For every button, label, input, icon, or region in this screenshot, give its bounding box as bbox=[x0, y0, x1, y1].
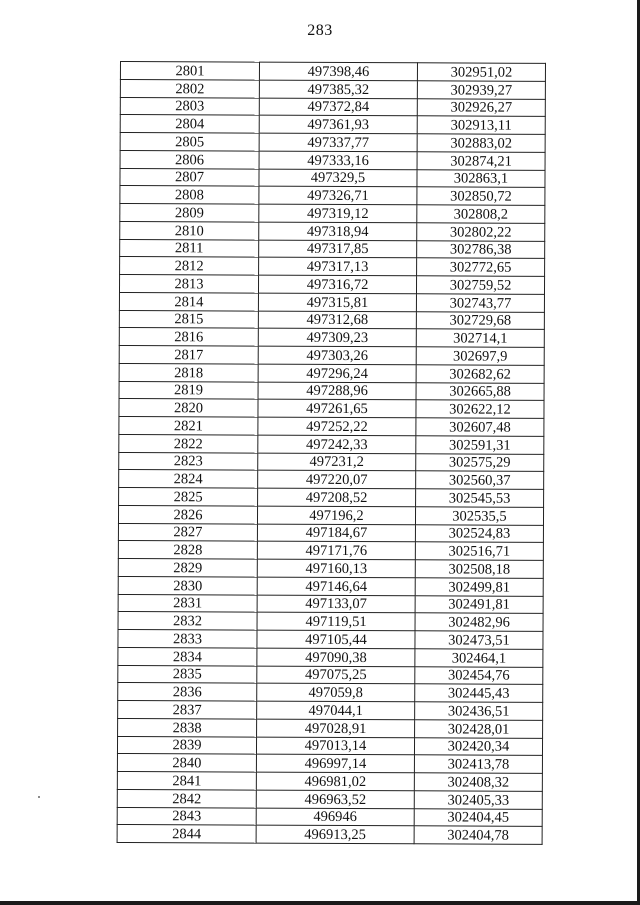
y-coordinate-cell: 302445,43 bbox=[415, 684, 543, 702]
x-coordinate-cell: 497044,1 bbox=[257, 701, 415, 719]
y-coordinate-cell: 302464,1 bbox=[415, 649, 543, 667]
x-coordinate-cell: 497059,8 bbox=[257, 683, 415, 701]
y-coordinate-cell: 302951,02 bbox=[417, 63, 545, 81]
table-row bbox=[117, 754, 542, 774]
point-number-cell: 2818 bbox=[119, 363, 258, 381]
y-coordinate-cell: 302482,96 bbox=[415, 613, 543, 631]
table-row bbox=[119, 328, 544, 348]
point-number-cell: 2844 bbox=[117, 825, 256, 843]
point-number-cell: 2807 bbox=[120, 168, 259, 186]
y-coordinate-cell: 302714,1 bbox=[416, 329, 544, 347]
table-row bbox=[119, 292, 544, 312]
x-coordinate-cell: 496997,14 bbox=[256, 754, 414, 772]
x-coordinate-cell: 497326,71 bbox=[259, 186, 417, 204]
point-number-cell: 2822 bbox=[119, 434, 258, 452]
point-number-cell: 2821 bbox=[119, 416, 258, 434]
y-coordinate-cell: 302622,12 bbox=[416, 400, 544, 418]
point-number-cell: 2811 bbox=[120, 239, 259, 257]
table-row bbox=[118, 683, 543, 703]
x-coordinate-cell: 497318,94 bbox=[259, 222, 417, 240]
point-number-cell: 2825 bbox=[119, 487, 258, 505]
table-row bbox=[119, 345, 544, 365]
x-coordinate-cell: 497361,93 bbox=[259, 115, 417, 133]
table-row bbox=[119, 416, 544, 436]
table-row bbox=[118, 594, 543, 614]
x-coordinate-cell: 497119,51 bbox=[257, 612, 415, 630]
table-row bbox=[119, 399, 544, 419]
y-coordinate-cell: 302802,22 bbox=[417, 223, 545, 241]
y-coordinate-cell: 302473,51 bbox=[415, 631, 543, 649]
table-row bbox=[118, 541, 543, 561]
y-coordinate-cell: 302913,11 bbox=[417, 116, 545, 134]
point-number-cell: 2824 bbox=[119, 470, 258, 488]
y-coordinate-cell: 302535,5 bbox=[415, 507, 543, 525]
y-coordinate-cell: 302408,32 bbox=[414, 773, 542, 791]
point-number-cell: 2829 bbox=[118, 558, 257, 576]
x-coordinate-cell: 496963,52 bbox=[256, 790, 414, 808]
x-coordinate-cell: 497146,64 bbox=[257, 577, 415, 595]
table-row bbox=[118, 576, 543, 596]
scan-speck bbox=[38, 796, 40, 798]
x-coordinate-cell: 496913,25 bbox=[256, 825, 414, 843]
x-coordinate-cell: 497303,26 bbox=[258, 346, 416, 364]
y-coordinate-cell: 302404,45 bbox=[414, 808, 542, 826]
table-row bbox=[120, 257, 545, 277]
x-coordinate-cell: 497105,44 bbox=[257, 630, 415, 648]
x-coordinate-cell: 497133,07 bbox=[257, 595, 415, 613]
x-coordinate-cell: 497317,85 bbox=[259, 240, 417, 258]
table-row bbox=[118, 612, 543, 632]
x-coordinate-cell: 497028,91 bbox=[257, 719, 415, 737]
table-row bbox=[119, 363, 544, 383]
x-coordinate-cell: 497220,07 bbox=[258, 470, 416, 488]
y-coordinate-cell: 302560,37 bbox=[416, 471, 544, 489]
y-coordinate-cell: 302420,34 bbox=[414, 737, 542, 755]
x-coordinate-cell: 497261,65 bbox=[258, 399, 416, 417]
y-coordinate-cell: 302697,9 bbox=[416, 347, 544, 365]
x-coordinate-cell: 497075,25 bbox=[257, 666, 415, 684]
point-number-cell: 2802 bbox=[120, 79, 259, 97]
y-coordinate-cell: 302405,33 bbox=[414, 791, 542, 809]
y-coordinate-cell: 302436,51 bbox=[415, 702, 543, 720]
point-number-cell: 2833 bbox=[118, 629, 257, 647]
y-coordinate-cell: 302665,88 bbox=[416, 382, 544, 400]
point-number-cell: 2813 bbox=[119, 275, 258, 293]
y-coordinate-cell: 302926,27 bbox=[417, 98, 545, 116]
point-number-cell: 2842 bbox=[117, 789, 256, 807]
table-row bbox=[120, 150, 545, 170]
x-coordinate-cell: 497184,67 bbox=[257, 524, 415, 542]
point-number-cell: 2823 bbox=[119, 452, 258, 470]
y-coordinate-cell: 302682,62 bbox=[416, 365, 544, 383]
table-row bbox=[117, 825, 542, 845]
x-coordinate-cell: 497398,46 bbox=[259, 62, 417, 80]
table-row bbox=[120, 133, 545, 153]
point-number-cell: 2826 bbox=[118, 505, 257, 523]
x-coordinate-cell: 497013,14 bbox=[256, 737, 414, 755]
x-coordinate-cell: 497312,68 bbox=[258, 311, 416, 329]
x-coordinate-cell: 497316,72 bbox=[258, 275, 416, 293]
y-coordinate-cell: 302516,71 bbox=[415, 542, 543, 560]
point-number-cell: 2830 bbox=[118, 576, 257, 594]
y-coordinate-cell: 302491,81 bbox=[415, 595, 543, 613]
table-row bbox=[118, 629, 543, 649]
y-coordinate-cell: 302939,27 bbox=[417, 81, 545, 99]
table-row bbox=[117, 771, 542, 791]
y-coordinate-cell: 302883,02 bbox=[417, 134, 545, 152]
x-coordinate-cell: 497196,2 bbox=[257, 506, 415, 524]
table-row bbox=[120, 204, 545, 224]
y-coordinate-cell: 302863,1 bbox=[417, 169, 545, 187]
coordinates-table-body bbox=[117, 62, 545, 845]
table-row bbox=[118, 665, 543, 685]
point-number-cell: 2839 bbox=[117, 736, 256, 754]
point-number-cell: 2834 bbox=[118, 647, 257, 665]
x-coordinate-cell: 497317,13 bbox=[259, 257, 417, 275]
point-number-cell: 2810 bbox=[120, 221, 259, 239]
point-number-cell: 2838 bbox=[118, 718, 257, 736]
point-number-cell: 2808 bbox=[120, 186, 259, 204]
point-number-cell: 2809 bbox=[120, 204, 259, 222]
table-row bbox=[119, 470, 544, 490]
table-row bbox=[119, 310, 544, 330]
point-number-cell: 2831 bbox=[118, 594, 257, 612]
y-coordinate-cell: 302786,38 bbox=[417, 240, 545, 258]
table-row bbox=[120, 115, 545, 135]
table-row bbox=[120, 186, 545, 206]
x-coordinate-cell: 497315,81 bbox=[258, 293, 416, 311]
table-row bbox=[119, 452, 544, 472]
y-coordinate-cell: 302545,53 bbox=[416, 489, 544, 507]
table-row bbox=[120, 239, 545, 259]
point-number-cell: 2814 bbox=[119, 292, 258, 310]
x-coordinate-cell: 497309,23 bbox=[258, 328, 416, 346]
x-coordinate-cell: 497242,33 bbox=[258, 435, 416, 453]
x-coordinate-cell: 496981,02 bbox=[256, 772, 414, 790]
y-coordinate-cell: 302404,78 bbox=[414, 826, 542, 844]
point-number-cell: 2812 bbox=[120, 257, 259, 275]
x-coordinate-cell: 497160,13 bbox=[257, 559, 415, 577]
table-row bbox=[117, 807, 542, 827]
point-number-cell: 2801 bbox=[120, 62, 259, 80]
y-coordinate-cell: 302428,01 bbox=[415, 720, 543, 738]
table-row bbox=[120, 62, 545, 82]
y-coordinate-cell: 302575,29 bbox=[416, 453, 544, 471]
y-coordinate-cell: 302607,48 bbox=[416, 418, 544, 436]
x-coordinate-cell: 497329,5 bbox=[259, 169, 417, 187]
point-number-cell: 2804 bbox=[120, 115, 259, 133]
point-number-cell: 2820 bbox=[119, 399, 258, 417]
x-coordinate-cell: 496946 bbox=[256, 808, 414, 826]
point-number-cell: 2803 bbox=[120, 97, 259, 115]
x-coordinate-cell: 497337,77 bbox=[259, 133, 417, 151]
table-row bbox=[118, 505, 543, 525]
y-coordinate-cell: 302772,65 bbox=[417, 258, 545, 276]
y-coordinate-cell: 302524,83 bbox=[415, 524, 543, 542]
scan-edge-bottom bbox=[0, 901, 640, 905]
table-row bbox=[119, 381, 544, 401]
point-number-cell: 2805 bbox=[120, 133, 259, 151]
table-row bbox=[119, 434, 544, 454]
y-coordinate-cell: 302850,72 bbox=[417, 187, 545, 205]
point-number-cell: 2806 bbox=[120, 150, 259, 168]
y-coordinate-cell: 302759,52 bbox=[416, 276, 544, 294]
x-coordinate-cell: 497372,84 bbox=[259, 98, 417, 116]
table-row bbox=[117, 789, 542, 809]
x-coordinate-cell: 497319,12 bbox=[259, 204, 417, 222]
table-row bbox=[120, 168, 545, 188]
table-row bbox=[118, 700, 543, 720]
point-number-cell: 2827 bbox=[118, 523, 257, 541]
point-number-cell: 2843 bbox=[117, 807, 256, 825]
table-row bbox=[119, 487, 544, 507]
point-number-cell: 2837 bbox=[118, 700, 257, 718]
x-coordinate-cell: 497252,22 bbox=[258, 417, 416, 435]
point-number-cell: 2840 bbox=[117, 754, 256, 772]
point-number-cell: 2832 bbox=[118, 612, 257, 630]
table-row bbox=[117, 736, 542, 756]
x-coordinate-cell: 497090,38 bbox=[257, 648, 415, 666]
x-coordinate-cell: 497208,52 bbox=[258, 488, 416, 506]
page-number: 283 bbox=[307, 22, 333, 39]
point-number-cell: 2819 bbox=[119, 381, 258, 399]
table-row bbox=[119, 275, 544, 295]
point-number-cell: 2828 bbox=[118, 541, 257, 559]
point-number-cell: 2817 bbox=[119, 345, 258, 363]
x-coordinate-cell: 497231,2 bbox=[258, 453, 416, 471]
x-coordinate-cell: 497333,16 bbox=[259, 151, 417, 169]
table-row bbox=[118, 647, 543, 667]
table-row bbox=[118, 558, 543, 578]
point-number-cell: 2815 bbox=[119, 310, 258, 328]
point-number-cell: 2836 bbox=[118, 683, 257, 701]
y-coordinate-cell: 302808,2 bbox=[417, 205, 545, 223]
point-number-cell: 2816 bbox=[119, 328, 258, 346]
y-coordinate-cell: 302591,31 bbox=[416, 436, 544, 454]
y-coordinate-cell: 302743,77 bbox=[416, 294, 544, 312]
y-coordinate-cell: 302413,78 bbox=[414, 755, 542, 773]
y-coordinate-cell: 302508,18 bbox=[415, 560, 543, 578]
table-row bbox=[120, 97, 545, 117]
y-coordinate-cell: 302874,21 bbox=[417, 152, 545, 170]
x-coordinate-cell: 497385,32 bbox=[259, 80, 417, 98]
table-row bbox=[118, 523, 543, 543]
y-coordinate-cell: 302729,68 bbox=[416, 311, 544, 329]
table-row bbox=[120, 79, 545, 99]
x-coordinate-cell: 497296,24 bbox=[258, 364, 416, 382]
table-row bbox=[120, 221, 545, 241]
table-row bbox=[118, 718, 543, 738]
y-coordinate-cell: 302454,76 bbox=[415, 666, 543, 684]
coordinates-table bbox=[117, 61, 546, 845]
x-coordinate-cell: 497288,96 bbox=[258, 382, 416, 400]
point-number-cell: 2835 bbox=[118, 665, 257, 683]
y-coordinate-cell: 302499,81 bbox=[415, 578, 543, 596]
x-coordinate-cell: 497171,76 bbox=[257, 541, 415, 559]
point-number-cell: 2841 bbox=[117, 771, 256, 789]
